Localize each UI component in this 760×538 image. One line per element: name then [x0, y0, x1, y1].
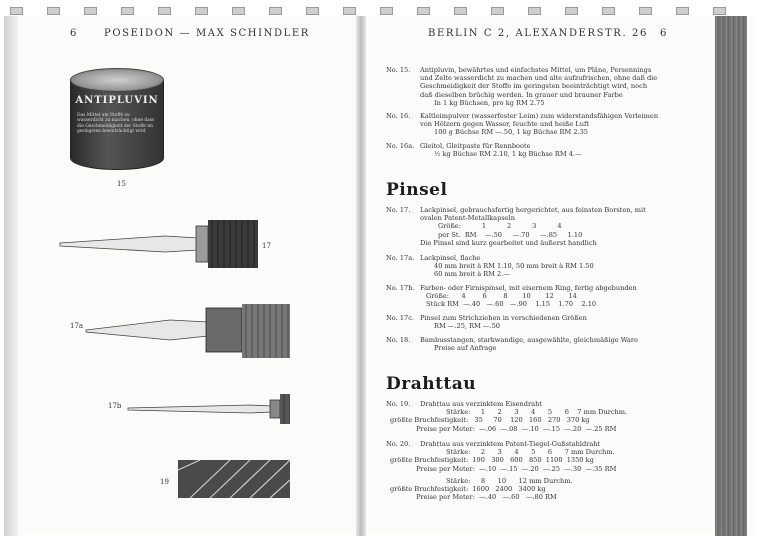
binding-hole — [10, 7, 23, 15]
can-label-title: ANTIPLUVIN — [75, 95, 159, 106]
figure-label: 17a — [70, 322, 84, 330]
entry-line: 100 g Büchse RM —.50, 1 kg Büchse RM 2.35 — [434, 128, 589, 137]
entry-number: No. 19. — [386, 400, 411, 408]
entry-no-16a — [386, 142, 686, 158]
entry-no-20 — [386, 440, 706, 501]
entry-no-19 — [386, 400, 706, 433]
entry-line: RM —.25, RM —.50 — [434, 322, 500, 331]
entry-number: No. 17. — [386, 206, 411, 214]
entry-no-17c — [386, 314, 696, 330]
entry-no-17a — [386, 254, 696, 279]
brush-17-image — [60, 220, 258, 268]
entry-no-15 — [386, 66, 686, 107]
entry-line: Größe: 4 6 8 10 12 14 — [426, 292, 577, 301]
binding-hole — [84, 7, 97, 15]
entry-no-16 — [386, 112, 686, 137]
binding-hole — [417, 7, 430, 15]
entry-line: Preise auf Anfrage — [434, 344, 497, 353]
binding-hole — [676, 7, 689, 15]
brush-17a-image — [86, 304, 290, 358]
figure-label: 15 — [117, 180, 126, 188]
entry-line: per St. RM —.50 —.70 —.85 1.10 — [438, 230, 583, 239]
entry-line: Preise per Meter: —.10 —.15 —.20 —.25 —.30 —.35 RM — [416, 464, 617, 473]
entry-line: Bambusstangen, starkwandige, ausgewählte, gleichmäßige Ware — [420, 336, 638, 344]
entry-line: Stärke: 2 3 4 5 6 7 mm Durchm. — [446, 448, 615, 457]
entry-number: No. 16a. — [386, 142, 415, 150]
binding-hole — [47, 7, 60, 15]
section-heading-pinsel: Pinsel — [386, 180, 448, 200]
entry-line: 40 mm breit à RM 1.10, 50 mm breit à RM 1.50 — [434, 262, 594, 271]
binding-hole — [343, 7, 356, 15]
binding-hole — [491, 7, 504, 15]
entry-line: Stärke: 8 10 12 mm Durchm. — [446, 476, 573, 485]
binding-hole — [158, 7, 171, 15]
entry-no-18 — [386, 336, 696, 352]
entry-no-17 — [386, 206, 696, 247]
page-edge-stack — [715, 16, 747, 536]
brush-17b-image — [128, 394, 290, 424]
left-running-head: POSEIDON — MAX SCHINDLER — [104, 28, 310, 39]
entry-line: und Zelte wasserdicht zu machen und alte aufzufrischen, ohne daß die — [420, 74, 658, 83]
binding-hole — [121, 7, 134, 15]
can-label-text: Das Mittel um Stoffe zu wasserdicht zu machen, ohne dass die Geschmeidigkeit der Stoffe im geringsten beeinträchtigt wird — [77, 113, 155, 135]
entry-line: Farben- oder Firnispinsel, mit eisernem Ring, fertig abgebunden — [420, 284, 637, 292]
left-page-number: 6 — [70, 28, 78, 39]
binding-hole — [195, 7, 208, 15]
entry-line: Lackpinsel, gebrauchsfertig hergerichtet, aus feinsten Borsten, mit — [420, 206, 646, 214]
entry-line: In 1 kg Büchsen, pro kg RM 2.75 — [434, 98, 545, 107]
entry-number: No. 20. — [386, 440, 411, 448]
entry-line: ovalen Patent-Metallkapseln — [420, 214, 515, 223]
figure-label: 17 — [262, 242, 271, 250]
entry-number: No. 15. — [386, 66, 411, 74]
entry-line: Drahttau aus verzinktem Eisendraht — [420, 400, 543, 408]
figure-label: 19 — [160, 478, 169, 486]
can-lid — [70, 68, 164, 92]
entry-line: von Hölzern gegen Wasser, feuchte und heiße Luft — [420, 120, 590, 129]
section-heading-drahttau: Drahttau — [386, 374, 477, 394]
entry-line: Preise per Meter: —.06 —.08 —.10 —.15 —.20 —.25 RM — [416, 424, 617, 433]
entry-line: Kaltleimpulver (wasserfester Leim) zum widerstandsfähigen Verleimen — [420, 112, 659, 120]
entry-number: No. 17c. — [386, 314, 414, 322]
entry-number: No. 16. — [386, 112, 411, 120]
entry-line: größte Bruchfestigkeit: 35 70 120 160 270 370 kg — [390, 416, 590, 425]
entry-line: daß dieselben brüchig werden. In grauer und brauner Farbe — [420, 90, 623, 99]
entry-line: Preise per Meter: —.40 —.60 —.80 RM — [416, 493, 557, 502]
binding-hole — [269, 7, 282, 15]
left-page-edge — [4, 16, 18, 536]
entry-number: No. 17b. — [386, 284, 415, 292]
brush-illustrations — [50, 210, 290, 500]
binding-hole — [602, 7, 615, 15]
entry-line: 60 mm breit à RM 2.— — [434, 270, 510, 279]
entry-line: Stärke: 1 2 3 4 5 6 7 mm Durchm. — [446, 408, 628, 417]
entry-line: ½ kg Büchse RM 2.10, 1 kg Büchse RM 4.— — [434, 150, 582, 159]
binding-hole — [528, 7, 541, 15]
entry-line: Gleitol, Gleitpaste für Rennboote — [420, 142, 531, 150]
entry-line: Lackpinsel, flache — [420, 254, 481, 262]
entry-line: Pinsel zum Strichziehen in verschiedenen Größen — [420, 314, 587, 322]
entry-line: größte Bruchfestigkeit: 190 300 600 850 1100 1350 kg — [390, 456, 594, 465]
entry-line: Größe: 1 2 3 4 — [438, 222, 562, 231]
entry-line: Stück RM —.40 —.60 —.90 1.15 1.70 2.10 — [426, 300, 597, 309]
antipluvin-can-image — [70, 80, 164, 170]
figure-label: 17b — [108, 402, 122, 410]
entry-line: größte Bruchfestigkeit: 1600 2400 3400 kg — [390, 485, 546, 494]
entry-line: Geschmeidigkeit der Stoffe im geringsten beeinträchtigt wird, noch — [420, 82, 648, 91]
entry-line: Die Pinsel sind kurz gearbeitet und äußerst handlich — [420, 238, 597, 247]
right-running-head: BERLIN C 2, ALEXANDERSTR. 26 — [428, 28, 648, 39]
wire-rope-image — [178, 460, 290, 498]
entry-number: No. 18. — [386, 336, 411, 344]
binding-hole — [713, 7, 726, 15]
binding-hole — [306, 7, 319, 15]
binding-hole — [454, 7, 467, 15]
right-page-number: 6 — [660, 28, 668, 39]
binding-hole — [565, 7, 578, 15]
entry-no-17b — [386, 284, 696, 309]
binding-hole — [639, 7, 652, 15]
book-gutter — [356, 16, 366, 536]
binding-hole — [380, 7, 393, 15]
entry-line: Antipluvin, bewährtes und einfachstes Mittel, um Pläne, Persennings — [420, 66, 652, 74]
entry-number: No. 17a. — [386, 254, 415, 262]
entry-line: Drahttau aus verzinktem Patent-Tiegel-Gußstahldraht — [420, 440, 601, 448]
binding-hole — [232, 7, 245, 15]
